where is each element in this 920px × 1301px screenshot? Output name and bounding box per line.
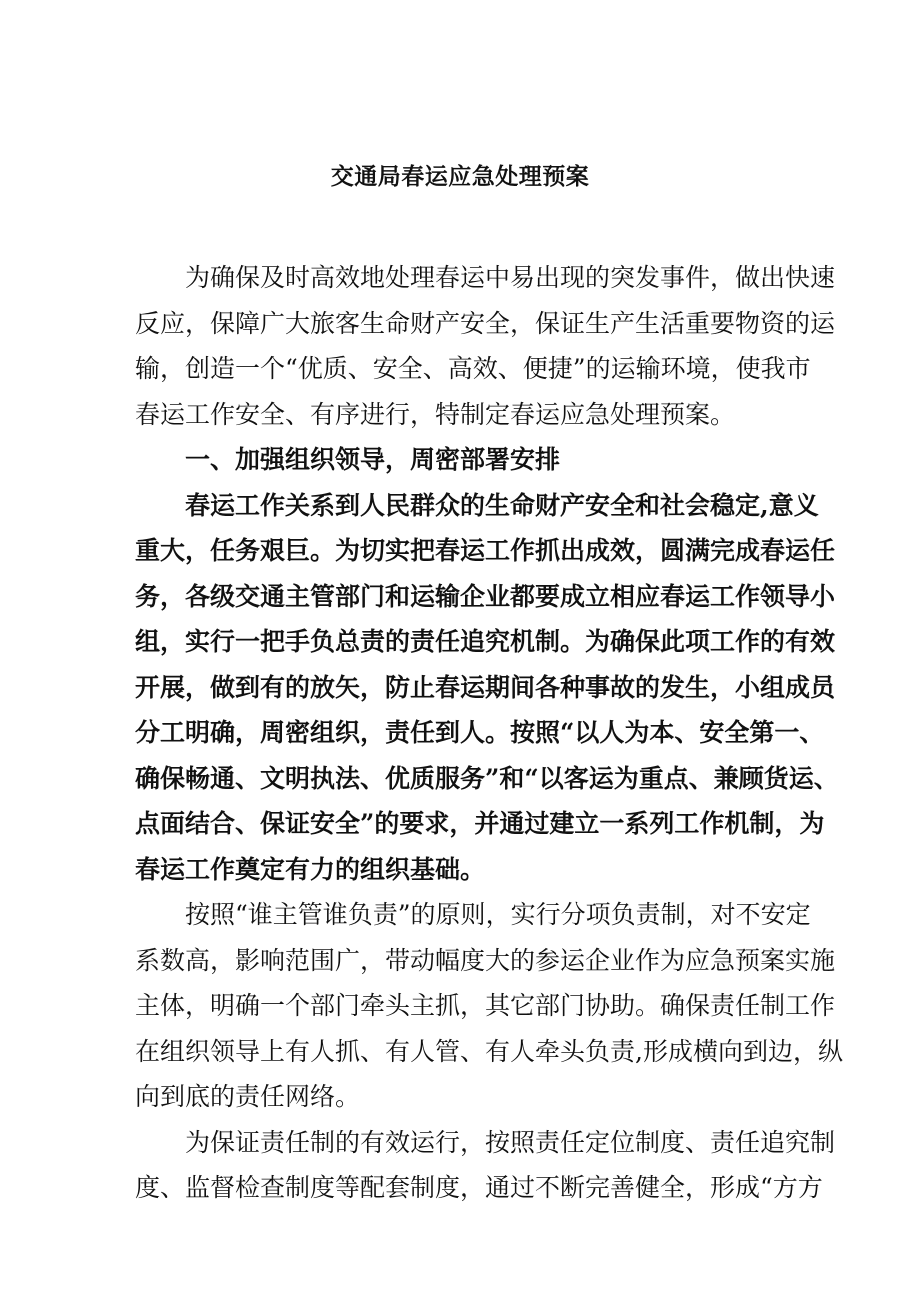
- text-line: 点面结合、保证安全”的要求，并通过建立一系列工作机制，为: [135, 809, 825, 838]
- text-line: 反应，保障广大旅客生命财产安全，保证生产生活重要物资的运: [135, 308, 836, 338]
- paragraph-mechanism: [135, 1120, 836, 1211]
- text-line: 分工明确，周密组织，责任到人。按照“以人为本、安全第一、: [135, 718, 825, 747]
- document-body: [135, 255, 843, 1211]
- text-line: 为保证责任制的有效运行，按照责任定位制度、责任追究制: [185, 1127, 836, 1157]
- text-line: 春运工作奠定有力的组织基础。: [135, 854, 486, 884]
- paragraph-intro: [135, 255, 836, 437]
- text-line: 确保畅通、文明执法、优质服务”和“以客运为重点、兼顾货运、: [135, 763, 839, 793]
- text-line: 春运工作关系到人民群众的生命财产安全和社会稳定,意义: [185, 490, 819, 520]
- text-line: 开展，做到有的放矢，防止春运期间各种事故的发生，小组成员: [135, 672, 836, 702]
- text-line: 在组织领导上有人抓、有人管、有人牵头负责,形成横向到边，纵: [135, 1036, 843, 1066]
- text-line: 重大，任务艰巨。为切实把春运工作抓出成效，圆满完成春运任: [135, 536, 836, 565]
- document-title: 交通局春运应急处理预案: [330, 163, 590, 190]
- text-line: 务，各级交通主管部门和运输企业都要成立相应春运工作领导小: [135, 581, 836, 611]
- paragraph-bold: [135, 483, 839, 893]
- text-line: 向到底的责任网络。: [135, 1082, 361, 1111]
- text-line: 组，实行一把手负总责的责任追究机制。为确保此项工作的有效: [135, 627, 836, 656]
- text-line: 为确保及时高效地处理春运中易出现的突发事件，做出快速: [185, 263, 836, 292]
- text-line: 主体，明确一个部门牵头主抓，其它部门协助。确保责任制工作: [135, 991, 836, 1020]
- text-line: 系数高，影响范围广，带动幅度大的参运企业作为应急预案实施: [135, 945, 836, 975]
- text-line: 输，创造一个“优质、安全、高效、便捷”的运输环境，使我市: [135, 354, 811, 383]
- heading-line: 一、加强组织领导，周密部署安排: [185, 445, 561, 474]
- text-line: 春运工作安全、有序进行，特制定春运应急处理预案。: [135, 399, 736, 429]
- text-line: 按照“谁主管谁负责”的原则，实行分项负责制，对不安定: [185, 900, 811, 929]
- section-heading: [135, 437, 795, 483]
- text-line: 度、监督检查制度等配套制度，通过不断完善健全，形成“方方: [135, 1173, 823, 1202]
- paragraph-responsibility: [135, 892, 843, 1120]
